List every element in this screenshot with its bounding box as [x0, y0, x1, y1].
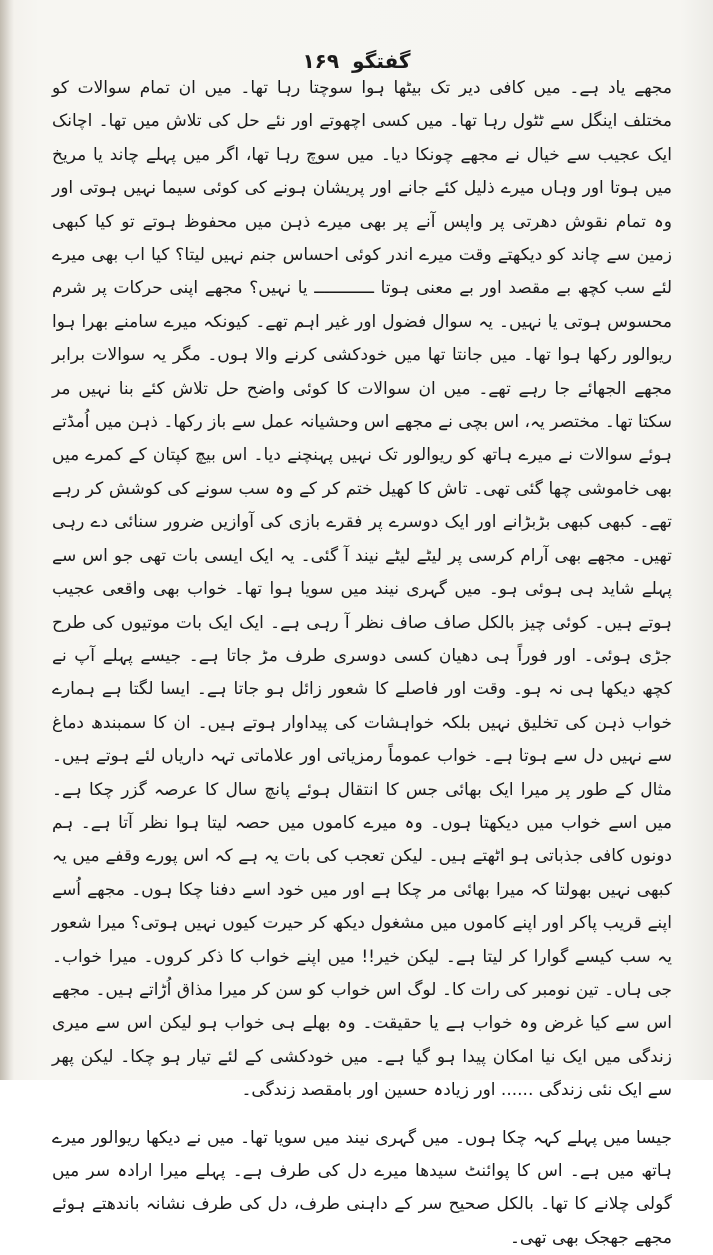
page-number: ۱۶۹ — [302, 49, 340, 73]
paragraph-1: مجھے یاد ہے۔ میں کافی دیر تک بیٹھا ہوا سوچتا رہا تھا۔ میں ان تمام سوالات کو مختلف اینگل سے ٹٹول رہا تھا۔ میں کسی اچھوتے اور نئے حل کی تلاش میں تھا۔ اچانک ایک عجیب سے خیال نے مجھے چونکا دیا۔ میں سوچ رہا تھا، اگر میں پہلے چاند یا مریخ میں ہوتا اور وہاں میرے ذلیل کئے جانے اور پریشان ہونے کی کوئی سیما نہیں ہوتی اور وہ تمام نقوش دھرتی پر واپس آنے پر بھی میرے ذہن میں محفوظ ہوتے تو کیا کبھی زمین سے چاند کو دیکھتے وقت میرے اندر کوئی احساس جنم نہیں لیتا؟ کیا اب بھی میرے لئے سب کچھ بے مقصد اور بے معنی ہوتا ــــــــــــ یا نہیں؟ مجھے اپنی حرکات پر شرم محسوس ہوتی یا نہیں۔ یہ سوال فضول اور غیر اہم تھے۔ کیونکہ میرے سامنے بھرا ہوا ریوالور رکھا ہوا تھا۔ میں جانتا تھا میں خودکشی کرنے والا ہوں۔ مگر یہ سوالات برابر مجھے الجھائے جا رہے تھے۔ میں ان سوالات کا کوئی واضح حل تلاش کئے بنا نہیں مر سکتا تھا۔ مختصر یہ، اس بچی نے مجھے اس وحشیانہ عمل سے باز رکھا۔ ذہن میں اُمڈتے ہوئے سوالات نے میرے ہاتھ کو ریوالور تک نہیں پہنچنے دیا۔ اس بیچ کپتان کے کمرے میں بھی خاموشی چھا گئی تھی۔ تاش کا کھیل ختم کر کے وہ سب سونے کی کوشش کر رہے تھے۔ کبھی کبھی بڑبڑانے اور ایک دوسرے پر فقرے بازی کی آوازیں ضرور سنائی دے رہی تھیں۔ مجھے بھی آرام کرسی پر لیٹے لیٹے نیند آ گئی۔ یہ ایک ایسی بات تھی جو اس سے پہلے شاید ہی ہوئی ہو۔ میں گہری نیند میں سویا ہوا تھا۔ خواب بھی واقعی عجیب ہوتے ہیں۔ کوئی چیز بالکل صاف صاف نظر آ رہی ہے۔ ایک ایک بات موتیوں کی طرح جڑی ہوئی۔ اور فوراً ہی دھیان کسی دوسری طرف مڑ جاتا ہے۔ جیسے پہلے آپ نے کچھ دیکھا ہی نہ ہو۔ وقت اور فاصلے کا شعور زائل ہو جاتا ہے۔ ایسا لگتا ہے ہمارے خواب ذہن کی تخلیق نہیں بلکہ خواہشات کی پیداوار ہوتے ہیں۔ ان کا سمبندھ دماغ سے نہیں دل سے ہوتا ہے۔ خواب عموماً رمزیاتی اور علاماتی تہہ داریاں لئے ہوتے ہیں۔ مثال کے طور پر میرا ایک بھائی جس کا انتقال ہوئے پانچ سال کا عرصہ گزر چکا ہے۔ میں اسے خواب میں دیکھتا ہوں۔ وہ میرے کاموں میں حصہ لیتا ہوا نظر آتا ہے۔ ہم دونوں کافی جذباتی ہو اٹھتے ہیں۔ لیکن تعجب کی بات یہ ہے کہ اس پورے وقفے میں یہ کبھی نہیں بھولتا کہ میرا بھائی مر چکا ہے اور میں خود اسے دفنا چکا ہوں۔ مجھے اُسے اپنے قریب پاکر اور اپنے کاموں میں مشغول دیکھ کر حیرت کیوں نہیں ہوتی؟ میرا شعور یہ سب کیسے گوارا کر لیتا ہے۔ لیکن خیر!! میں اپنے خواب کا ذکر کروں۔ میرا خواب۔ جی ہاں۔ تین نومبر کی رات کا۔ لوگ اس خواب کو سن کر میرا مذاق اُڑاتے ہیں۔ مجھے اس سے کیا غرض وہ خواب ہے یا حقیقت۔ وہ بھلے ہی خواب ہو لیکن اس سے میری زندگی میں ایک نیا امکان پیدا ہو گیا ہے۔ میں خودکشی کے لئے تیار ہو چکا۔ لیکن پھر سے ایک نئی زندگی ...... اور زیادہ حسین اور بامقصد زندگی۔ — [52, 78, 672, 1101]
page-spine-shadow — [0, 0, 14, 1080]
running-title: گفتگو — [352, 49, 411, 73]
paragraph-2: جیسا میں پہلے کہہ چکا ہوں۔ میں گہری نیند میں سویا تھا۔ میں نے دیکھا ریوالور میرے ہاتھ میں ہے۔ اس کا پوائنٹ سیدھا میرے دل کی طرف ہے۔ پہلے میرا ارادہ سر میں گولی چلانے کا تھا۔ بالکل صحیح سر کے داہنی طرف، دل کی طرف نشانہ باندھتے ہوئے مجھے جھجک بھی تھی۔ — [52, 1127, 672, 1248]
body-text — [52, 72, 672, 1255]
